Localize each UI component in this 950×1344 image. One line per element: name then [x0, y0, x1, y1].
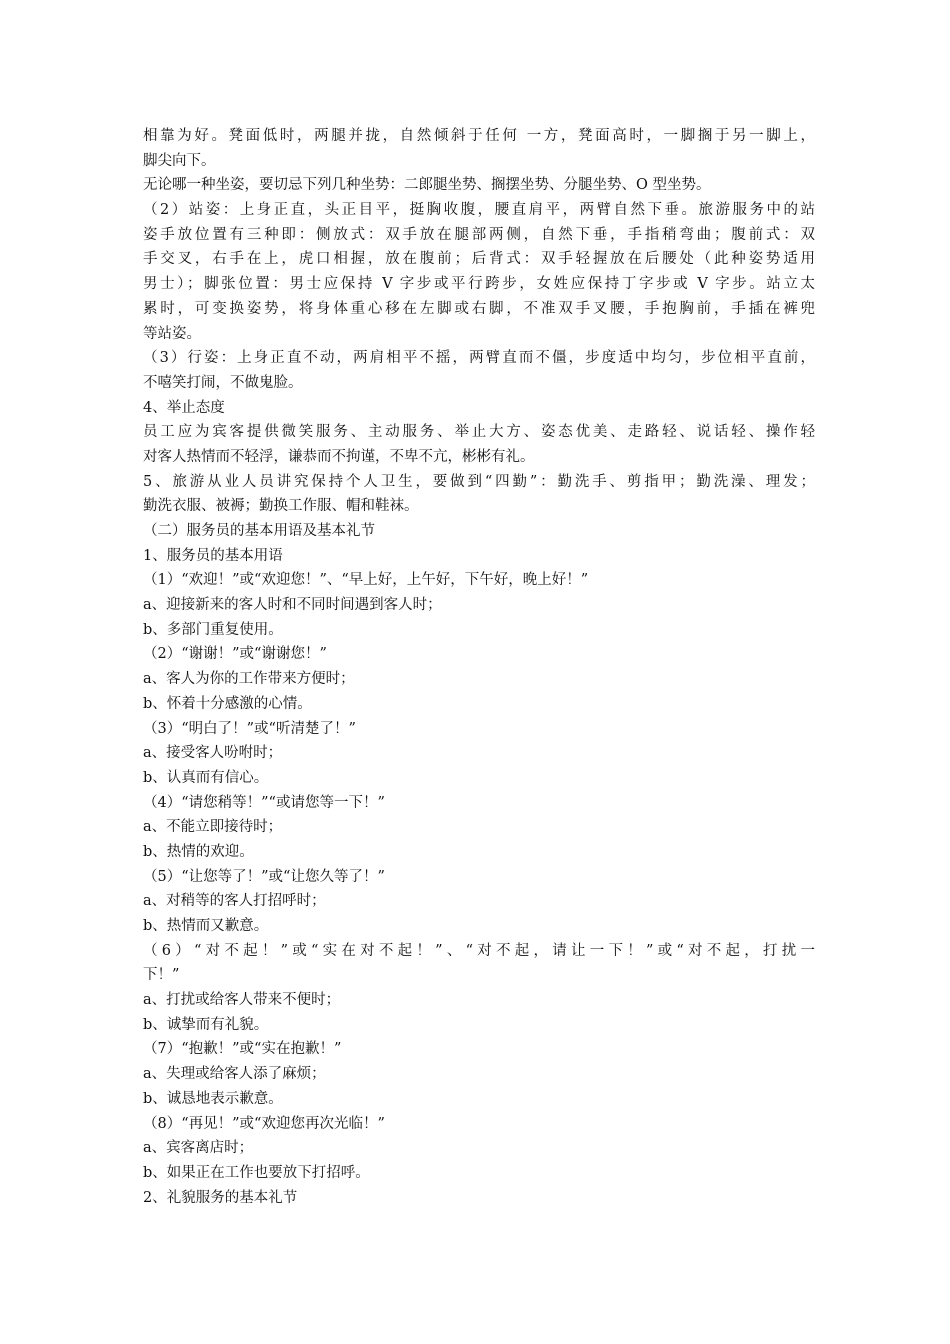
text-line: 等站姿。 — [143, 325, 201, 342]
text-line: （8）“再见！”或“欢迎您再次光临！” — [143, 1115, 385, 1132]
text-line: （2）“谢谢！”或“谢谢您！” — [143, 646, 327, 663]
text-line: 4、举止态度 — [143, 399, 225, 416]
text-line: 下！” — [143, 967, 180, 984]
text-line: a、迎接新来的客人时和不同时间遇到客人时； — [143, 597, 442, 614]
text-line: 男士）；脚张位置：男士应保持 V 字步或平行跨步，女姓应保持丁字步或 V 字步。站立太 — [143, 276, 815, 293]
text-line: 5、旅游从业人员讲究保持个人卫生，要做到“四勤”：勤洗手、剪指甲；勤洗澡、理发； — [143, 473, 815, 490]
text-line: （6）“对不起！”或“实在对不起！”、“对不起，请让一下！”或“对不起，打扰一 — [143, 942, 815, 959]
text-line: a、对稍等的客人打招呼时； — [143, 893, 326, 910]
text-line: （4）“请您稍等！”“或请您等一下！” — [143, 794, 385, 811]
text-line: a、宾客离店时； — [143, 1140, 254, 1157]
text-line: 员工应为宾客提供微笑服务、主动服务、举止大方、姿态优美、走路轻、说话轻、操作轻 — [143, 424, 815, 441]
text-line: 不嘻笑打闹，不做鬼脸。 — [143, 374, 303, 391]
text-line: 1、服务员的基本用语 — [143, 547, 283, 564]
text-line: （3）行姿：上身正直不动，两肩相平不摇，两臂直而不僵，步度适中均匀，步位相平直前， — [143, 350, 815, 367]
text-line: （2）站姿：上身正直，头正目平，挺胸收腹，腰直肩平，两臂自然下垂。旅游服务中的站 — [143, 202, 815, 219]
text-line: b、多部门重复使用。 — [143, 621, 283, 638]
document-page — [143, 124, 815, 1210]
text-line: b、怀着十分感激的心情。 — [143, 695, 312, 712]
text-line: 手交叉，右手在上，虎口相握，放在腹前；后背式：双手轻握放在后腰处（此种姿势适用 — [143, 251, 815, 268]
text-line: 姿手放位置有三种即：侧放式：双手放在腿部两侧，自然下垂，手指稍弯曲；腹前式：双 — [143, 226, 815, 243]
text-line: b、如果正在工作也要放下打招呼。 — [143, 1164, 370, 1181]
text-line: b、热情而又歉意。 — [143, 918, 269, 934]
text-line: 相靠为好。凳面低时，两腿并拢，自然倾斜于任何 一方，凳面高时，一脚搁于另一脚上， — [143, 128, 815, 144]
text-line: 脚尖向下。 — [143, 152, 216, 169]
text-line: a、客人为你的工作带来方便时； — [143, 671, 355, 688]
text-line: a、接受客人吩咐时； — [143, 745, 283, 762]
text-line: （5）“让您等了！”或“让您久等了！” — [143, 868, 385, 885]
text-line: b、诚挚而有礼貌。 — [143, 1016, 269, 1033]
text-line: （7）“抱歉！”或“实在抱歉！” — [143, 1041, 342, 1058]
text-line: （3）“明白了！”或“听清楚了！” — [143, 720, 356, 737]
text-line: a、打扰或给客人带来不便时； — [143, 992, 341, 1009]
text-line: 累时，可变换姿势，将身体重心移在左脚或右脚，不准双手叉腰，手抱胸前，手插在裤兜 — [143, 300, 815, 317]
text-line: b、诚恳地表示歉意。 — [143, 1090, 283, 1107]
text-line: b、热情的欢迎。 — [143, 843, 254, 860]
text-line: a、失理或给客人添了麻烦； — [143, 1066, 326, 1083]
text-line: （1）“欢迎！”或“欢迎您！”、“早上好，上午好，下午好，晚上好！” — [143, 572, 589, 589]
text-line: 2、礼貌服务的基本礼节 — [143, 1189, 298, 1206]
text-line: （二）服务员的基本用语及基本礼节 — [143, 523, 375, 539]
text-line: a、不能立即接待时； — [143, 819, 283, 836]
text-line: b、认真而有信心。 — [143, 769, 269, 786]
text-line: 勤洗衣服、被褥；勤换工作服、帽和鞋袜。 — [143, 498, 419, 515]
text-line: 无论哪一种坐姿，要切忌下列几种坐势：二郎腿坐势、搁摆坐势、分腿坐势、O 型坐势。 — [143, 177, 711, 194]
text-line: 对客人热情而不轻浮，谦恭而不拘谨，不卑不亢，彬彬有礼。 — [143, 448, 535, 465]
